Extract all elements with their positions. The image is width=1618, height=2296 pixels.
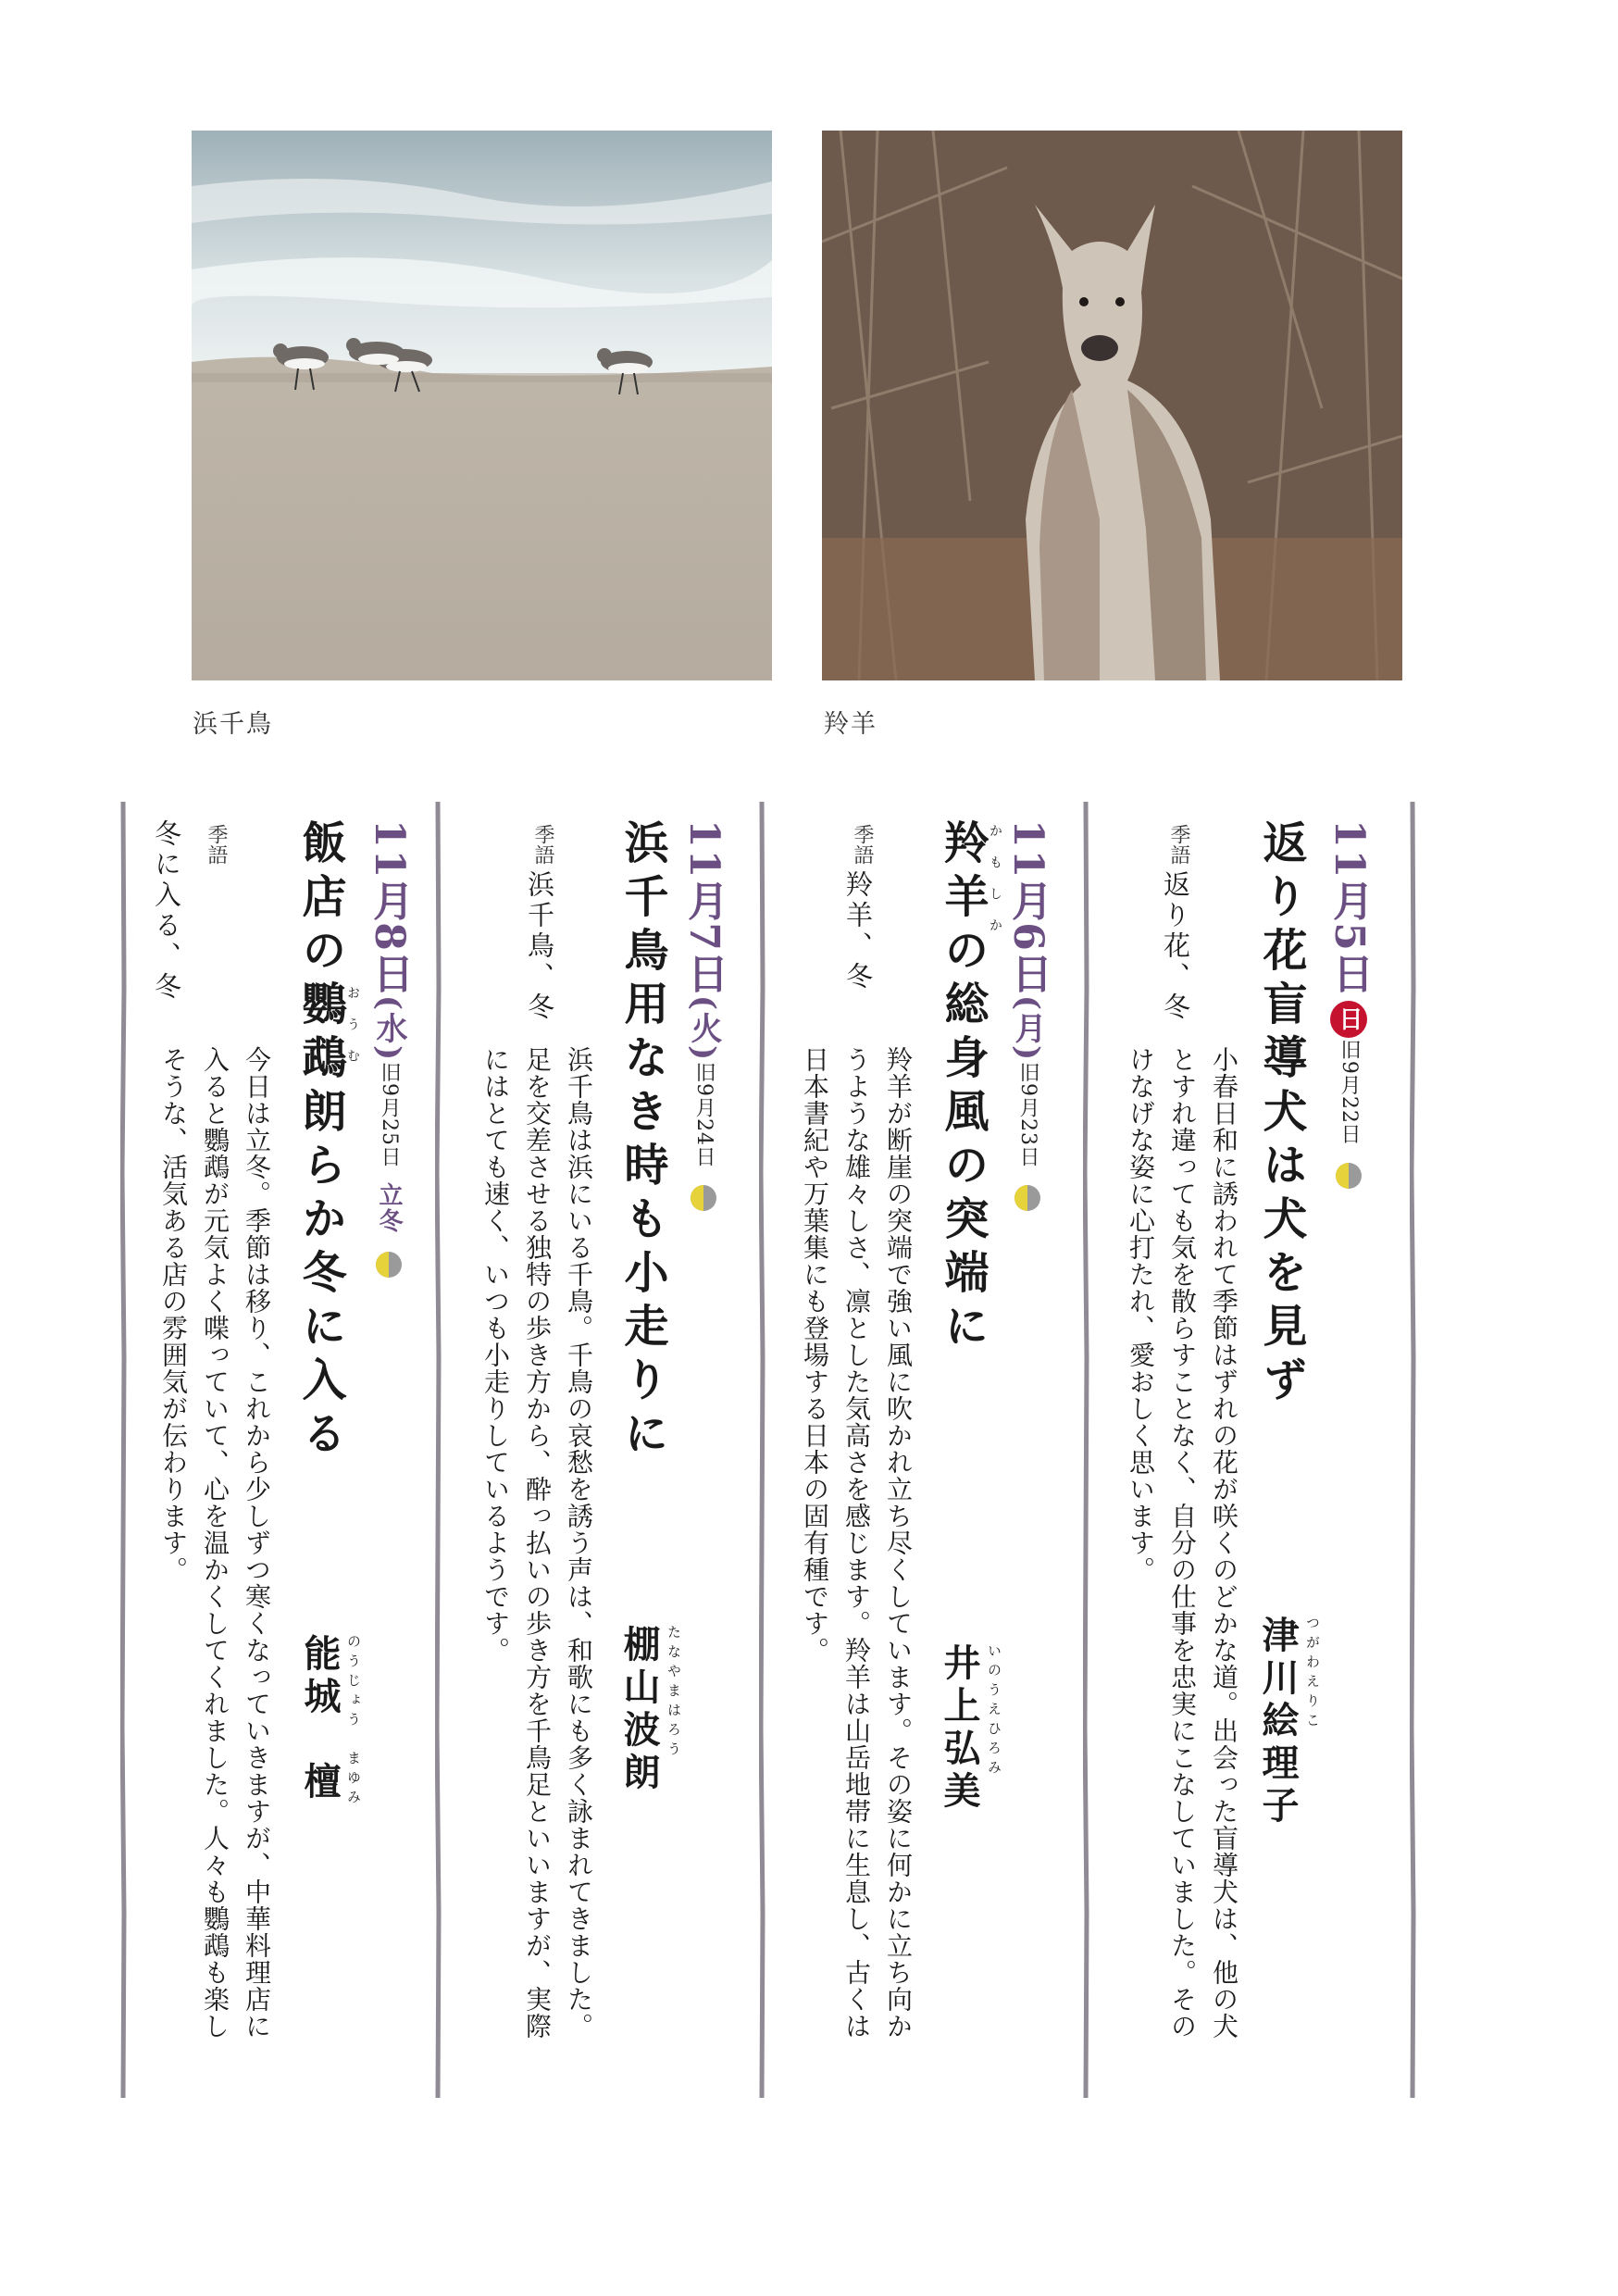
lunar-date: 旧9月23日 [1016, 1062, 1039, 1168]
photo-caption-right: 羚羊 [824, 710, 877, 739]
haiku-title: 飯店の鸚鵡朗らか冬に入る [294, 819, 346, 1464]
author-ruby: つがわえりこ [1304, 1616, 1321, 1732]
entry-commentary: 今日は立冬。季節は移り、これから少しずつ寒くなっていきますが、中華料理店に入ると鸚鵡が元気よく喋っていて、心を温かくしてくれました。人々も鸚鵡も楽しそうな、活気ある店の雰囲気が伝わります。 [158, 1046, 272, 2040]
title-ruby: おうむ [345, 986, 360, 1080]
entry-commentary: 小春日和に誘われて季節はずれの花が咲くのどかな道。出会った盲導犬は、他の犬とすれ違っても気を散らすことなく、自分の仕事を忠実にこなしていました。そのけなげな姿に心打たれ、愛おしく思います。 [1126, 1046, 1239, 2040]
column-divider [1083, 802, 1089, 2098]
lunar-date: 旧9月22日 [1338, 1039, 1361, 1145]
entry-date: 11月6日 [1004, 819, 1052, 995]
column-divider [759, 802, 765, 2098]
photo-caption-left: 浜千鳥 [193, 710, 273, 739]
haiku-title: 返り花盲導犬は犬を見ず [1255, 819, 1307, 1410]
entry-date: 11月8日 [366, 819, 413, 995]
moon-phase-icon [1014, 1184, 1041, 1212]
entry-date-header [1326, 819, 1373, 1190]
weekday: (水) [370, 994, 407, 1063]
haiku-title: 羚羊の総身風の突端に [937, 819, 989, 1356]
author-name: 能城 檀 [298, 1634, 342, 1804]
haiku-title: 浜千鳥用なき時も小走りに [616, 819, 668, 1464]
lunar-date: 旧9月24日 [692, 1062, 716, 1168]
moon-phase-icon [375, 1251, 403, 1279]
entry-date-header [680, 819, 728, 1212]
title-ruby: かもしか [988, 824, 1002, 950]
author-name: 井上弘美 [938, 1643, 981, 1814]
weekday: (火) [685, 994, 722, 1063]
kigo-label: 季語 [205, 824, 228, 865]
entry-date: 11月5日 [1326, 819, 1373, 995]
author-name: 棚山波朗 [617, 1625, 661, 1795]
kigo-label: 季語 [531, 824, 554, 865]
author-ruby: いのうえひろみ [986, 1643, 1002, 1779]
entry-date-header [1004, 819, 1052, 1212]
author-name: 津川絵理子 [1256, 1616, 1300, 1828]
entry-date-header [366, 819, 413, 1279]
column-divider [1410, 802, 1416, 2098]
author-ruby: のうじょう まゆみ [345, 1634, 362, 1809]
entry-commentary: 羚羊が断崖の突端で強い風に吹かれ立ち尽くしています。その姿に何かに立ち向かうような雄々しさ、凛とした気高さを感じます。羚羊は山岳地帯に生息し、古くは日本書紀や万葉集にも登場する日本の固有種です。 [800, 1046, 914, 2040]
kigo-value: 羚羊、冬 [842, 870, 874, 992]
moon-phase-icon [690, 1184, 717, 1212]
kigo-value: 返り花、冬 [1160, 870, 1191, 1023]
moon-phase-icon [1335, 1162, 1363, 1190]
sanderling-photo [192, 131, 772, 680]
entry-commentary: 浜千鳥は浜にいる千鳥。千鳥の哀愁を誘う声は、和歌にも多く詠まれてきました。足を交差させる独特の歩き方から、酔っ払いの歩き方を千鳥足といいますが、実際にはとても速く、いつも小走りしているようです。 [480, 1046, 594, 2040]
solar-term: 立冬 [375, 1182, 403, 1235]
column-divider [435, 802, 442, 2098]
sunday-badge: 日 [1330, 1001, 1367, 1038]
column-divider [120, 802, 127, 2098]
kigo-value: 冬に入る、冬 [151, 819, 182, 1003]
kigo-label: 季語 [851, 824, 874, 865]
entry-date: 11月7日 [680, 819, 728, 995]
kigo-value: 浜千鳥、冬 [524, 870, 555, 1023]
weekday: (月) [1009, 994, 1046, 1063]
lunar-date: 旧9月25日 [378, 1062, 401, 1168]
author-ruby: たなやまはろう [666, 1625, 682, 1761]
serow-photo [822, 131, 1402, 680]
kigo-label: 季語 [1167, 824, 1190, 865]
